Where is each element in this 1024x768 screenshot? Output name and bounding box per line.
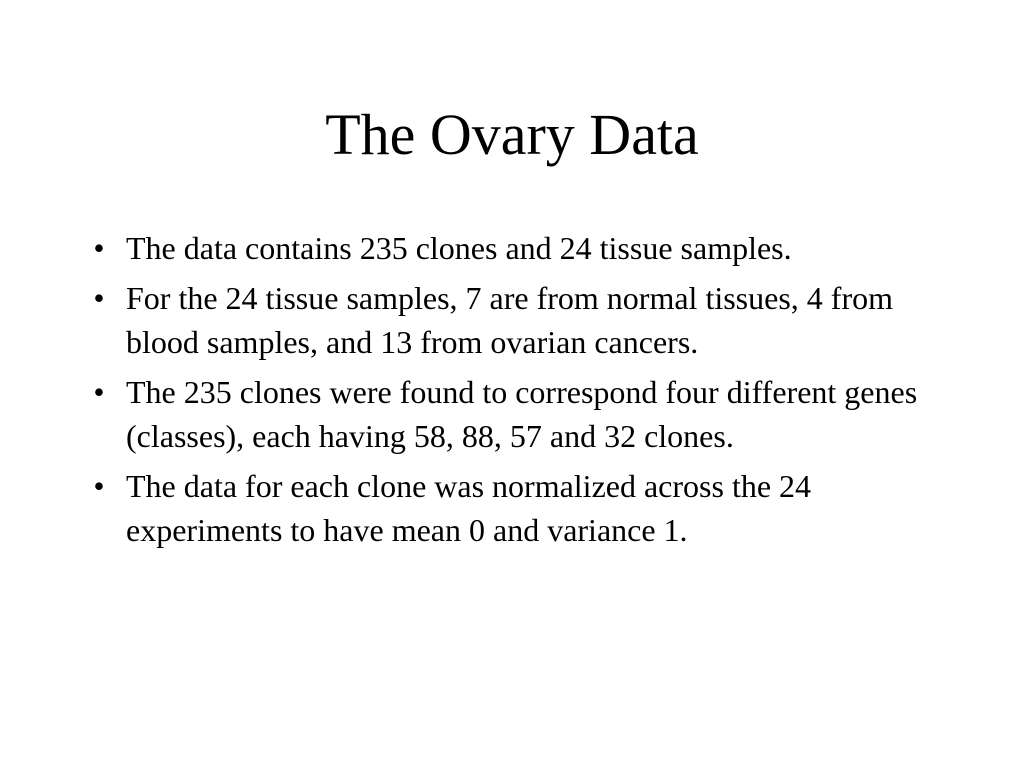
bullet-marker: • bbox=[93, 230, 105, 266]
slide-title: The Ovary Data bbox=[325, 102, 699, 167]
bullet-marker: • bbox=[93, 468, 105, 504]
bullet-text: For the 24 tissue samples, 7 are from normal tissues, 4 from blood samples, and 13 from ovarian cancers. bbox=[126, 280, 893, 360]
bullet-item bbox=[84, 370, 954, 458]
bullet-list bbox=[84, 226, 954, 558]
bullet-item bbox=[84, 226, 954, 270]
bullet-item bbox=[84, 276, 954, 364]
bullet-text: The data for each clone was normalized across the 24 experiments to have mean 0 and variance 1. bbox=[126, 468, 812, 548]
bullet-marker: • bbox=[93, 374, 105, 410]
bullet-text: The 235 clones were found to correspond four different genes (classes), each having 58, 88, 57 and 32 clones. bbox=[126, 374, 918, 454]
bullet-text: The data contains 235 clones and 24 tissue samples. bbox=[126, 230, 792, 266]
bullet-item bbox=[84, 464, 954, 552]
bullet-marker: • bbox=[93, 280, 105, 316]
